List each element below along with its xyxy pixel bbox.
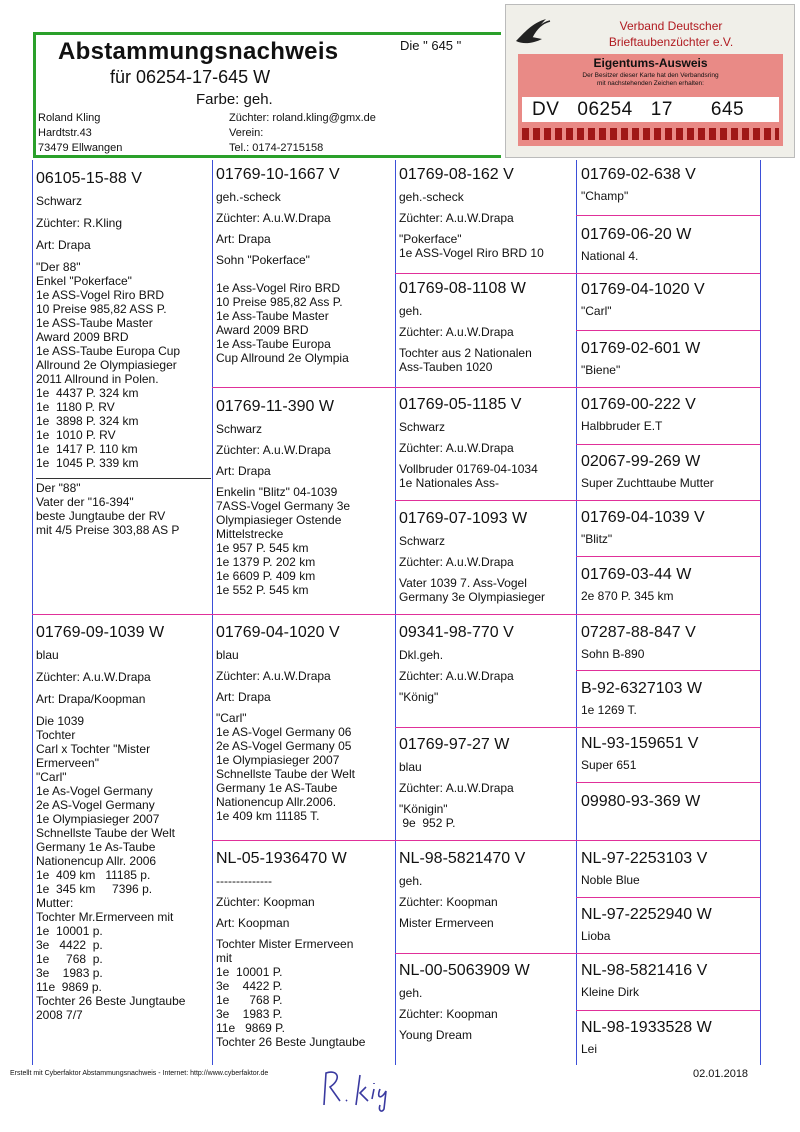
cell-notes: Lioba — [581, 929, 611, 943]
cell-ring-number: NL-97-2252940 W — [581, 906, 712, 923]
pedigree-cell-c3_8 — [399, 962, 574, 1042]
owner-name: Roland Kling — [38, 112, 101, 124]
cell-ring-number: 01769-97-27 W — [399, 736, 510, 753]
cell-notes: "Blitz" — [581, 532, 613, 546]
cell-detail-line: Art: Koopman — [216, 916, 290, 930]
cell-detail-line: Züchter: A.u.W.Drapa — [399, 441, 514, 455]
cell-notes: National 4. — [581, 249, 639, 263]
grid-line-e2 — [395, 727, 760, 728]
footer-date: 02.01.2018 — [693, 1068, 749, 1080]
cell-detail-line: geh. — [399, 874, 423, 888]
cell-detail-line: Schwarz — [399, 534, 446, 548]
cell-notes: "Pokerface" 1e ASS-Vogel Riro BRD 10 — [399, 232, 544, 260]
grid-line-col3 — [395, 160, 396, 1065]
pedigree-cell-g9 — [581, 624, 757, 661]
cell-detail-line: Züchter: Koopman — [216, 895, 315, 909]
pedigree-cell-g14 — [581, 906, 757, 943]
cell-detail-line: Art: Drapa — [216, 232, 271, 246]
pedigree-cell-c3_5 — [399, 624, 574, 704]
cell-notes: Super 651 — [581, 758, 637, 772]
grid-line-s0 — [576, 215, 760, 216]
cell-notes: Vater 1039 7. Ass-Vogel Germany 3e Olympiasieger — [399, 576, 546, 604]
cell-ring-number: 01769-09-1039 W — [36, 624, 165, 641]
cell-ring-number: 01769-05-1185 V — [399, 396, 522, 413]
pedigree-cell-g15 — [581, 962, 757, 999]
cell-ring-number: NL-05-1936470 W — [216, 850, 347, 867]
pedigree-cell-c3_7 — [399, 850, 574, 930]
cell-notes: Sohn B-890 — [581, 647, 645, 661]
pedigree-cell-c3_3 — [399, 396, 574, 490]
cell-detail-line: Züchter: A.u.W.Drapa — [36, 670, 151, 684]
cell-ring-number: 01769-04-1020 V — [581, 281, 705, 298]
cell-detail-line: blau — [36, 648, 59, 662]
breeder-contact — [229, 111, 376, 156]
cell-ring-number: 01769-04-1020 V — [216, 624, 340, 641]
cell-detail-line: Art: Drapa — [36, 238, 91, 252]
cell-detail-line: Züchter: A.u.W.Drapa — [216, 443, 331, 457]
cell-ring-number: 01769-00-222 V — [581, 396, 696, 413]
cell-notes: Lei — [581, 1042, 598, 1056]
cell-ring-number: 07287-88-847 V — [581, 624, 696, 641]
card-note — [518, 72, 783, 88]
pedigree-cell-c2_4 — [216, 850, 392, 1049]
cell-detail-line: Dkl.geh. — [399, 648, 444, 662]
cell-notes: 2e 870 P. 345 km — [581, 589, 674, 603]
card-red-panel — [518, 54, 783, 146]
pedigree-cell-g8 — [581, 566, 757, 603]
pedigree-cell-g11 — [581, 735, 757, 772]
cell-ring-number: 01769-06-20 W — [581, 226, 692, 243]
owner-street: Hardtstr.43 — [38, 127, 92, 139]
breeder-club: Verein: — [229, 127, 264, 139]
grid-line-s4 — [576, 670, 760, 671]
pedigree-cell-g16 — [581, 1019, 757, 1056]
signature — [316, 1065, 406, 1115]
cell-notes: Die 1039 Tochter Carl x Tochter "Mister Ermerveen" "Carl" 1e As-Vogel Germany 2e AS-Vogel Germany 1e Olympiasieger 2007 Schnellste Taube der Welt Germany 1e As-Taube Nationencup Allr. 2006 1e 409 km 11185 p. 1e 345 km 7396 p. Mutter: Tochter Mr.Ermerveen mit 1e 10001 p. 3e 4422 p. 1e 768 p. 3e 1983 p. 11e 9869 p. Tochter 26 Beste Jungtaube 2008 7/7 — [36, 714, 186, 1022]
grid-line-s5 — [576, 782, 760, 783]
cell-notes: "König" — [399, 690, 439, 704]
card-subtitle: Eigentums-Ausweis — [593, 56, 708, 70]
page-title: Abstammungsnachweis — [58, 38, 339, 65]
grid-line-s2 — [576, 444, 760, 445]
cell-notes: "Carl" 1e AS-Vogel Germany 06 2e AS-Vogel Germany 05 1e Olympiasieger 2007 Schnellste Taube der Welt Germany 1e AS-Taube Nationencup Allr.2006. 1e 409 km 11185 T. — [216, 711, 355, 823]
grid-line-e1 — [395, 500, 760, 501]
cell-notes: Noble Blue — [581, 873, 640, 887]
cell-detail-line: geh. — [399, 304, 423, 318]
ring-number: für 06254-17-645 W — [110, 67, 271, 87]
pigeon-name: Die " 645 " — [400, 38, 462, 53]
cell-detail-line: Züchter: A.u.W.Drapa — [216, 669, 331, 683]
cell-notes: Super Zuchttaube Mutter — [581, 476, 714, 490]
cell-ring-number: NL-93-159651 V — [581, 735, 699, 752]
pedigree-cell-c3_4 — [399, 510, 574, 604]
cell-detail-line: Züchter: R.Kling — [36, 216, 123, 230]
cell-detail-line: Züchter: A.u.W.Drapa — [216, 211, 331, 225]
cell-notes: Sohn "Pokerface" 1e Ass-Vogel Riro BRD 10 Preise 985,82 Ass P. 1e Ass-Taube Master Award 2009 BRD 1e Ass-Taube Europa Cup Allround 2e Olympia — [216, 253, 349, 365]
cell-detail-line: geh.-scheck — [216, 190, 281, 204]
cell-detail-line: Züchter: Koopman — [399, 1007, 498, 1021]
pedigree-cell-g2 — [581, 226, 757, 263]
pedigree-cell-c3_2 — [399, 280, 574, 374]
cell-ring-number: NL-98-1933528 W — [581, 1019, 712, 1036]
footer-credit: Erstellt mit Cyberfaktor Abstammungsnachweis - Internet: http://www.cyberfaktor.de — [10, 1070, 269, 1077]
pedigree-cell-g3 — [581, 281, 757, 318]
cell-notes: Young Dream — [399, 1028, 472, 1042]
cell-detail-line: blau — [399, 760, 422, 774]
ring-serial: 645 — [710, 99, 745, 120]
breeder-email: Züchter: roland.kling@gmx.de — [229, 112, 376, 124]
cell-ring-number: 09341-98-770 V — [399, 624, 514, 641]
cell-detail-line: Züchter: Koopman — [399, 895, 498, 909]
cell-detail-line: Züchter: A.u.W.Drapa — [399, 325, 514, 339]
card-ring-number — [532, 99, 762, 121]
pedigree-cell-c2_3 — [216, 624, 392, 823]
owner-address — [38, 111, 122, 156]
pedigree-cell-g4 — [581, 340, 757, 377]
pedigree-cell-c2_2 — [216, 398, 392, 597]
owner-city: 73479 Ellwangen — [38, 142, 123, 154]
cell-ring-number: 01769-08-162 V — [399, 166, 514, 183]
cell-detail-line: Züchter: A.u.W.Drapa — [399, 669, 514, 683]
cell-notes-2: Der "88" Vater der "16-394" beste Jungtaube der RV mit 4/5 Preise 303,88 AS P — [36, 481, 180, 537]
cell-detail-line: blau — [216, 648, 239, 662]
cell-detail-line: Art: Drapa/Koopman — [36, 692, 146, 706]
cell-ring-number: 01769-03-44 W — [581, 566, 692, 583]
pedigree-cell-c3_1 — [399, 166, 574, 260]
cell-detail-line: Züchter: A.u.W.Drapa — [399, 555, 514, 569]
ring-country: DV — [532, 99, 560, 120]
cell-ring-number: NL-00-5063909 W — [399, 962, 530, 979]
cell-notes: "Carl" — [581, 304, 612, 318]
cell-ring-number: 02067-99-269 W — [581, 453, 701, 470]
cell-ring-number: 01769-11-390 W — [216, 398, 334, 415]
cell-notes: "Biene" — [581, 363, 621, 377]
card-org-line2: Brieftaubenzüchter e.V. — [608, 35, 734, 49]
cell-ring-number: B-92-6327103 W — [581, 680, 702, 697]
ownership-card — [505, 4, 795, 158]
cell-detail-line: Schwarz — [36, 194, 83, 208]
cell-detail-line: Schwarz — [399, 420, 446, 434]
pedigree-cell-c3_6 — [399, 736, 574, 830]
cell-notes: Halbbruder E.T — [581, 419, 663, 433]
cell-detail-line: Art: Drapa — [216, 464, 271, 478]
cell-notes: Tochter aus 2 Nationalen Ass-Tauben 1020 — [399, 346, 532, 374]
card-note-line2: mit nachstehenden Zeichen erhalten: — [597, 80, 704, 87]
cell-notes: "Champ" — [581, 189, 629, 203]
cell-notes: Vollbruder 01769-04-1034 1e Nationales Ass- — [399, 462, 538, 490]
grid-line-col2 — [212, 160, 213, 1065]
grid-line-s7 — [576, 1010, 760, 1011]
cell-detail-line: geh.-scheck — [399, 190, 464, 204]
pedigree-cell-c1_1 — [36, 170, 208, 537]
cell-ring-number: NL-98-5821416 V — [581, 962, 708, 979]
breeder-phone: Tel.: 0174-2715158 — [229, 142, 324, 154]
grid-line-half — [32, 614, 760, 615]
cell-notes: "Der 88" Enkel "Pokerface" 1e ASS-Vogel Riro BRD 10 Preise 985,82 ASS P. 1e ASS-Taube Master Award 2009 BRD 1e ASS-Taube Europa Cup Allround 2e Olympiasieger 2011 Allround in Polen. 1e 4437 P. 324 km 1e 1180 P. RV 1e 3898 P. 324 km 1e 1010 P. RV 1e 1417 P. 110 km 1e 1045 P. 339 km — [36, 260, 181, 470]
cell-detail-line: Züchter: A.u.W.Drapa — [399, 781, 514, 795]
grid-line-left — [32, 160, 33, 1065]
grid-line-s1 — [576, 330, 760, 331]
card-org-line1: Verband Deutscher — [619, 19, 723, 33]
cell-ring-number: 01769-04-1039 V — [581, 509, 705, 526]
grid-line-e3 — [395, 953, 760, 954]
grid-line-s6 — [576, 897, 760, 898]
cell-separator — [36, 478, 211, 479]
ring-club: 06254 — [577, 99, 633, 120]
cell-notes: 1e 1269 T. — [581, 703, 637, 717]
cell-detail-line: Art: Drapa — [216, 690, 271, 704]
pedigree-cell-g10 — [581, 680, 757, 717]
cell-ring-number: 01769-02-638 V — [581, 166, 696, 183]
card-ring-strip — [522, 97, 779, 122]
cell-ring-number: NL-97-2253103 V — [581, 850, 708, 867]
cell-notes: Enkelin "Blitz" 04-1039 7ASS-Vogel Germany 3e Olympiasieger Ostende Mittelstrecke 1e 957 P. 545 km 1e 1379 P. 202 km 1e 6609 P. 409 km 1e 552 P. 545 km — [216, 485, 351, 597]
cell-notes: Mister Ermerveen — [399, 916, 494, 930]
pedigree-cell-g13 — [581, 850, 757, 887]
cell-notes: Tochter Mister Ermerveen mit 1e 10001 P. 3e 4422 P. 1e 768 P. 3e 1983 P. 11e 9869 P. Tochter 26 Beste Jungtaube — [216, 937, 366, 1049]
cell-ring-number: 01769-02-601 W — [581, 340, 701, 357]
card-note-line1: Der Besitzer dieser Karte hat den Verbandsring — [582, 72, 719, 79]
card-pattern — [522, 128, 779, 140]
pedigree-cell-c2_1 — [216, 166, 392, 365]
cell-ring-number: 06105-15-88 V — [36, 170, 142, 187]
cell-notes: "Königin" 9e 952 P. — [399, 802, 456, 830]
pedigree-cell-c1_2 — [36, 624, 208, 1022]
ring-year: 17 — [650, 99, 673, 120]
cell-detail-line: -------------- — [216, 874, 272, 888]
grid-line-s3 — [576, 556, 760, 557]
cell-ring-number: 01769-07-1093 W — [399, 510, 528, 527]
grid-line-e0 — [395, 273, 760, 274]
pedigree-cell-g7 — [581, 509, 757, 546]
cell-detail-line: Schwarz — [216, 422, 263, 436]
grid-line-col4 — [576, 160, 577, 1065]
cell-detail-line: Züchter: A.u.W.Drapa — [399, 211, 514, 225]
cell-detail-line: geh. — [399, 986, 423, 1000]
grid-line-q3 — [212, 840, 760, 841]
grid-line-right — [760, 160, 761, 1065]
pedigree-cell-g6 — [581, 453, 757, 490]
pedigree-cell-g1 — [581, 166, 757, 203]
cell-notes: Kleine Dirk — [581, 985, 640, 999]
cell-ring-number: 09980-93-369 W — [581, 793, 701, 810]
pedigree-cell-g12 — [581, 793, 757, 816]
pedigree-cell-g5 — [581, 396, 757, 433]
grid-line-q1 — [212, 387, 760, 388]
cell-ring-number: NL-98-5821470 V — [399, 850, 526, 867]
cell-ring-number: 01769-10-1667 V — [216, 166, 340, 183]
pigeon-color: Farbe: geh. — [196, 91, 273, 108]
cell-ring-number: 01769-08-1108 W — [399, 280, 526, 297]
